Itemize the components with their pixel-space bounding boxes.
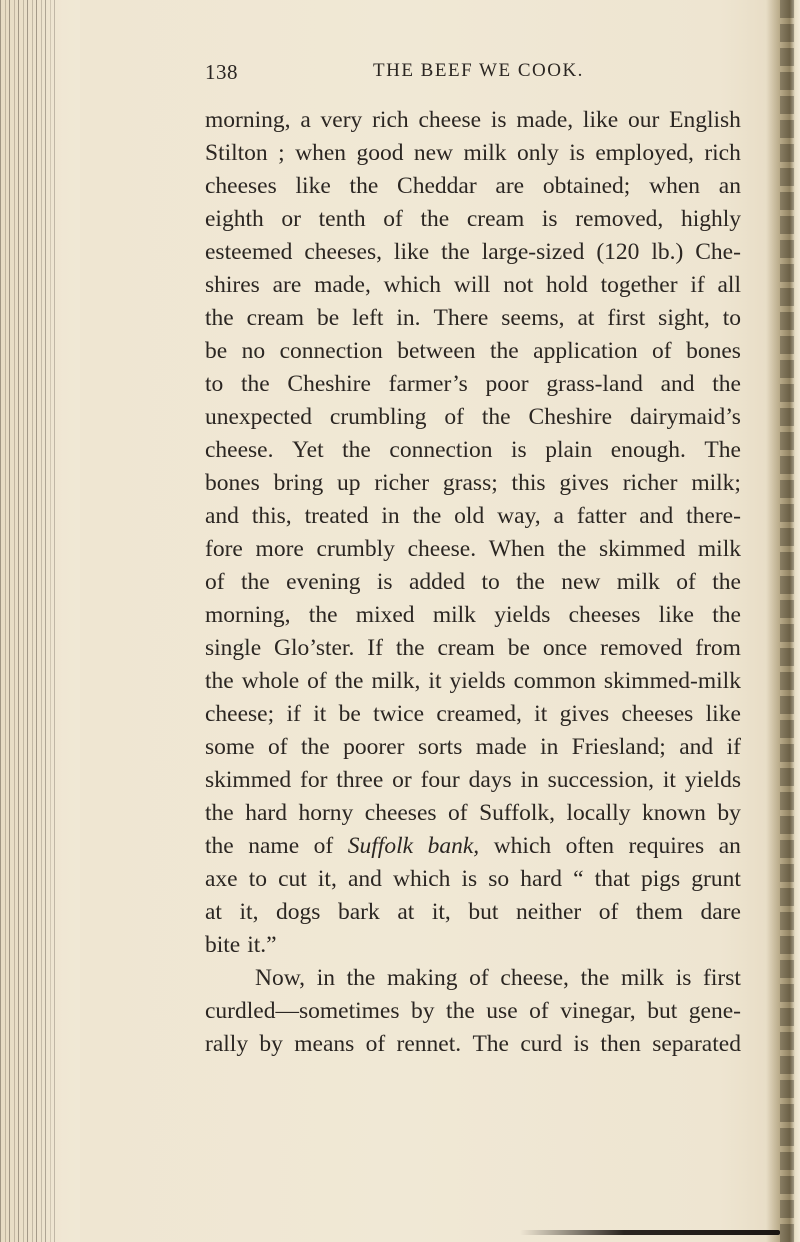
word: separated xyxy=(652,1031,741,1057)
word: which xyxy=(493,833,552,859)
word: made, xyxy=(314,272,371,298)
word: ; xyxy=(278,140,285,166)
word: like xyxy=(393,239,430,265)
word: seems, xyxy=(501,305,565,331)
word: cheese, xyxy=(500,965,569,991)
word: an xyxy=(718,173,741,199)
word: old xyxy=(454,503,485,529)
word: shires xyxy=(205,272,260,298)
word: a xyxy=(553,503,564,529)
word: if xyxy=(690,272,705,298)
word: fatter xyxy=(576,503,627,529)
word: highly xyxy=(680,206,741,232)
text-line xyxy=(205,1028,741,1061)
word: like xyxy=(295,173,331,199)
text-line xyxy=(205,368,741,401)
word: cheese. xyxy=(407,536,477,562)
word: in xyxy=(316,965,335,991)
text-line xyxy=(205,170,741,203)
word: the xyxy=(346,965,376,991)
word: or xyxy=(281,206,301,232)
word: is xyxy=(675,965,692,991)
word: at xyxy=(397,899,415,925)
word: milk xyxy=(697,536,741,562)
word: the xyxy=(712,569,741,595)
word: vinegar, xyxy=(560,998,636,1024)
word: the xyxy=(205,305,234,331)
word: like xyxy=(658,602,694,628)
word: “ xyxy=(573,866,584,892)
word: Cheshire xyxy=(287,371,371,397)
word: and xyxy=(347,866,382,892)
word: the xyxy=(516,569,545,595)
word: in. xyxy=(396,305,421,331)
word: often xyxy=(565,833,614,859)
page-edge-texture xyxy=(780,0,794,1242)
gutter-shadow xyxy=(40,0,80,1242)
word: obtained; xyxy=(542,173,631,199)
text-line xyxy=(205,500,741,533)
word: but xyxy=(468,899,499,925)
word: by xyxy=(717,800,741,826)
word: requires xyxy=(628,833,705,859)
word: cheeses xyxy=(568,602,641,628)
word: yields xyxy=(684,767,741,793)
word: to xyxy=(205,371,224,397)
word: the xyxy=(395,635,425,661)
word: to xyxy=(722,305,741,331)
word: milk xyxy=(432,602,476,628)
text-line xyxy=(205,335,741,368)
word: Che- xyxy=(695,239,741,265)
word: cheese xyxy=(418,107,482,133)
word: large-sized xyxy=(481,239,585,265)
text-line xyxy=(205,632,741,665)
word: sorts xyxy=(417,734,463,760)
word: yields xyxy=(494,602,551,628)
word: together xyxy=(600,272,678,298)
word: Stilton xyxy=(205,140,268,166)
text-line xyxy=(205,764,741,797)
word: milk xyxy=(620,965,665,991)
word: evening xyxy=(286,569,361,595)
bottom-edge-shadow xyxy=(520,1230,780,1235)
word: there- xyxy=(686,503,741,529)
word: in xyxy=(540,734,559,760)
word: axe xyxy=(205,866,238,892)
word: the xyxy=(481,404,511,430)
word: it xyxy=(313,701,327,727)
word: Cheddar xyxy=(397,173,477,199)
word: known xyxy=(641,800,706,826)
word: whole xyxy=(241,668,300,694)
word: the xyxy=(489,338,519,364)
word: cheeses xyxy=(205,173,277,199)
word: some xyxy=(205,734,255,760)
word: are xyxy=(495,173,525,199)
word: more xyxy=(255,536,304,562)
word: name xyxy=(248,833,300,859)
italic-word: bank, xyxy=(427,833,480,859)
word: cheeses xyxy=(621,701,694,727)
word: the xyxy=(712,371,741,397)
word: in xyxy=(520,767,539,793)
word: them xyxy=(635,899,683,925)
word: the xyxy=(334,668,364,694)
text-line xyxy=(205,731,741,764)
word: cheese. xyxy=(205,437,274,463)
word: will xyxy=(453,272,491,298)
word: this, xyxy=(251,503,292,529)
word: it xyxy=(662,767,676,793)
word: of xyxy=(652,338,672,364)
word: which xyxy=(383,272,442,298)
word: making xyxy=(387,965,458,991)
word: skimmed xyxy=(599,536,686,562)
word: if xyxy=(726,734,741,760)
word: is xyxy=(490,107,507,133)
word: then xyxy=(600,1031,641,1057)
word: bones xyxy=(205,470,260,496)
word: cheeses xyxy=(364,800,437,826)
word: only xyxy=(517,140,559,166)
word: dare xyxy=(700,899,741,925)
word: and xyxy=(679,734,714,760)
word: the xyxy=(308,602,338,628)
text-line xyxy=(205,137,741,170)
word: tenth xyxy=(318,206,366,232)
word: to xyxy=(481,569,500,595)
word: of xyxy=(365,1031,386,1057)
word: and xyxy=(639,503,674,529)
word: once xyxy=(542,635,588,661)
word: grass-land xyxy=(546,371,643,397)
word: cheese; xyxy=(205,701,275,727)
word: by xyxy=(259,1031,283,1057)
text-line xyxy=(205,236,741,269)
text-line xyxy=(205,566,741,599)
word: the xyxy=(205,800,234,826)
word: are xyxy=(272,272,302,298)
word: connection xyxy=(389,437,493,463)
word: means xyxy=(294,1031,355,1057)
word: no xyxy=(241,338,266,364)
word: all xyxy=(717,272,741,298)
running-head xyxy=(205,60,745,86)
word: curdled—sometimes xyxy=(205,998,400,1024)
word: hard xyxy=(520,866,563,892)
word: plain xyxy=(545,437,593,463)
text-line xyxy=(205,434,741,467)
word: There xyxy=(433,305,489,331)
word: succession, xyxy=(547,767,655,793)
word: grunt xyxy=(691,866,741,892)
word: the xyxy=(240,371,270,397)
word: at xyxy=(205,899,222,925)
text-line xyxy=(205,797,741,830)
word: milk; xyxy=(691,470,741,496)
word: crumbling xyxy=(329,404,427,430)
word: rennet. xyxy=(396,1031,462,1057)
word: that xyxy=(594,866,630,892)
text-line xyxy=(205,302,741,335)
word: morning, xyxy=(205,107,291,133)
text-line xyxy=(205,863,741,896)
word: when xyxy=(295,140,346,166)
text-line xyxy=(205,203,741,236)
word: cream xyxy=(246,305,305,331)
word: if xyxy=(286,701,301,727)
word: first xyxy=(607,305,646,331)
word: the xyxy=(712,602,741,628)
word: When xyxy=(488,536,545,562)
word: richer xyxy=(374,470,430,496)
word: hold xyxy=(546,272,588,298)
text-line xyxy=(205,896,741,929)
word: a xyxy=(300,107,311,133)
word: sight, xyxy=(658,305,710,331)
word: removed xyxy=(600,635,683,661)
text-line xyxy=(205,401,741,434)
word: poor xyxy=(485,371,529,397)
word: milk, xyxy=(371,668,421,694)
word: the xyxy=(446,998,475,1024)
word: up xyxy=(337,470,361,496)
word: is xyxy=(461,866,478,892)
word: Suffolk, xyxy=(479,800,556,826)
word: cheeses, xyxy=(304,239,382,265)
word: of xyxy=(383,206,403,232)
word: the xyxy=(420,206,450,232)
page-number: 138 xyxy=(205,60,238,84)
word: richer xyxy=(622,470,678,496)
word: dogs xyxy=(276,899,321,925)
text-line xyxy=(205,104,741,137)
word: the xyxy=(301,734,330,760)
word: connection xyxy=(279,338,383,364)
word: of xyxy=(598,899,619,925)
word: of xyxy=(529,998,549,1024)
word: gives xyxy=(559,701,610,727)
word: rich xyxy=(372,107,409,133)
word: cream xyxy=(437,635,495,661)
word: bark xyxy=(338,899,380,925)
word: of xyxy=(307,668,327,694)
word: skimmed xyxy=(205,767,292,793)
word: single xyxy=(205,635,262,661)
word: Yet xyxy=(292,437,324,463)
text-line xyxy=(205,995,741,1028)
word: Friesland; xyxy=(571,734,666,760)
word: is xyxy=(511,437,527,463)
word: hard xyxy=(245,800,287,826)
word: by xyxy=(411,998,435,1024)
word: esteemed xyxy=(205,239,293,265)
word: the xyxy=(240,569,270,595)
word: and xyxy=(660,371,695,397)
word: of xyxy=(469,965,489,991)
word: for xyxy=(300,767,328,793)
word: If xyxy=(367,635,383,661)
word: eighth xyxy=(205,206,264,232)
word: use xyxy=(486,998,518,1024)
word: an xyxy=(718,833,741,859)
word: is xyxy=(376,569,393,595)
word: made, xyxy=(516,107,574,133)
word: curd xyxy=(520,1031,563,1057)
word: be xyxy=(205,338,228,364)
word: added xyxy=(408,569,466,595)
word: of xyxy=(448,800,468,826)
word: poorer xyxy=(343,734,405,760)
word: The xyxy=(472,1031,509,1057)
text-line xyxy=(205,467,741,500)
word: locally xyxy=(566,800,631,826)
word: or xyxy=(392,767,412,793)
word: rally xyxy=(205,1031,249,1057)
word: dairymaid’s xyxy=(629,404,741,430)
word: to xyxy=(248,866,267,892)
word: gives xyxy=(559,470,609,496)
word: of xyxy=(444,404,464,430)
word: mixed xyxy=(355,602,415,628)
word: the xyxy=(441,239,470,265)
word: like xyxy=(705,701,741,727)
word: like xyxy=(582,107,619,133)
running-title: THE BEEF WE COOK. xyxy=(373,60,584,81)
word: skimmed-milk xyxy=(603,668,741,694)
word: yields xyxy=(449,668,506,694)
word: rich xyxy=(704,140,741,166)
word: be xyxy=(338,701,361,727)
word: removed, xyxy=(575,206,664,232)
text-line xyxy=(205,533,741,566)
word: is xyxy=(541,206,558,232)
word: but xyxy=(647,998,678,1024)
word: be xyxy=(317,305,340,331)
word: from xyxy=(695,635,741,661)
word: morning, xyxy=(205,602,291,628)
word: at xyxy=(577,305,595,331)
word: this xyxy=(511,470,546,496)
word: bite xyxy=(205,932,241,958)
word: neither xyxy=(515,899,582,925)
word: cut xyxy=(278,866,307,892)
word: lb.) xyxy=(651,239,684,265)
text-line xyxy=(205,599,741,632)
text-line xyxy=(205,269,741,302)
word: new xyxy=(561,569,601,595)
word: days xyxy=(468,767,512,793)
word: unexpected xyxy=(205,404,313,430)
word: crumbly xyxy=(316,536,395,562)
word: Glo’ster. xyxy=(274,635,355,661)
word: milk xyxy=(616,569,660,595)
word: way, xyxy=(497,503,541,529)
word: milk xyxy=(463,140,507,166)
word: enough. xyxy=(610,437,686,463)
word: left xyxy=(352,305,384,331)
word: pigs xyxy=(641,866,681,892)
word: first xyxy=(703,965,741,991)
word: the xyxy=(412,503,442,529)
word: Now, xyxy=(255,965,306,991)
word: cream xyxy=(466,206,525,232)
word: new xyxy=(413,140,454,166)
body-text xyxy=(205,104,741,1061)
word: fore xyxy=(205,536,243,562)
word: so xyxy=(488,866,510,892)
word: it.” xyxy=(247,932,277,958)
word: is xyxy=(569,140,585,166)
word: be xyxy=(507,635,530,661)
word: the xyxy=(580,965,610,991)
word: the xyxy=(557,536,587,562)
word: creamed, xyxy=(436,701,522,727)
word: good xyxy=(356,140,404,166)
word: the xyxy=(342,437,371,463)
word: the xyxy=(205,833,234,859)
word: our xyxy=(627,107,660,133)
word: employed, xyxy=(595,140,694,166)
word: in xyxy=(381,503,400,529)
word: not xyxy=(503,272,534,298)
word: of xyxy=(205,569,225,595)
word: of xyxy=(313,833,334,859)
word: which xyxy=(392,866,451,892)
word: very xyxy=(320,107,363,133)
word: twice xyxy=(373,701,425,727)
word: made xyxy=(475,734,527,760)
text-line xyxy=(205,929,741,962)
word: bones xyxy=(686,338,741,364)
word: bring xyxy=(273,470,324,496)
word: the xyxy=(205,668,234,694)
word: it xyxy=(428,668,442,694)
italic-word: Suffolk xyxy=(347,833,414,859)
word: of xyxy=(676,569,696,595)
word: between xyxy=(397,338,476,364)
word: and xyxy=(205,503,239,529)
word: when xyxy=(649,173,700,199)
word: grass; xyxy=(442,470,498,496)
word: it, xyxy=(239,899,259,925)
word: the xyxy=(349,173,379,199)
text-line xyxy=(205,830,741,863)
text-line xyxy=(205,665,741,698)
word: English xyxy=(669,107,741,133)
word: (120 xyxy=(596,239,640,265)
word: Cheshire xyxy=(528,404,613,430)
word: treated xyxy=(304,503,369,529)
word: gene- xyxy=(688,998,741,1024)
word: farmer’s xyxy=(388,371,468,397)
word: it, xyxy=(317,866,337,892)
word: of xyxy=(268,734,288,760)
text-line xyxy=(205,698,741,731)
word: is xyxy=(573,1031,590,1057)
text-line xyxy=(205,962,741,995)
word: three xyxy=(336,767,384,793)
word: it, xyxy=(431,899,451,925)
word: it xyxy=(534,701,548,727)
word: common xyxy=(513,668,596,694)
word: application xyxy=(533,338,638,364)
word: horny xyxy=(298,800,354,826)
word: The xyxy=(704,437,741,463)
word: four xyxy=(420,767,460,793)
